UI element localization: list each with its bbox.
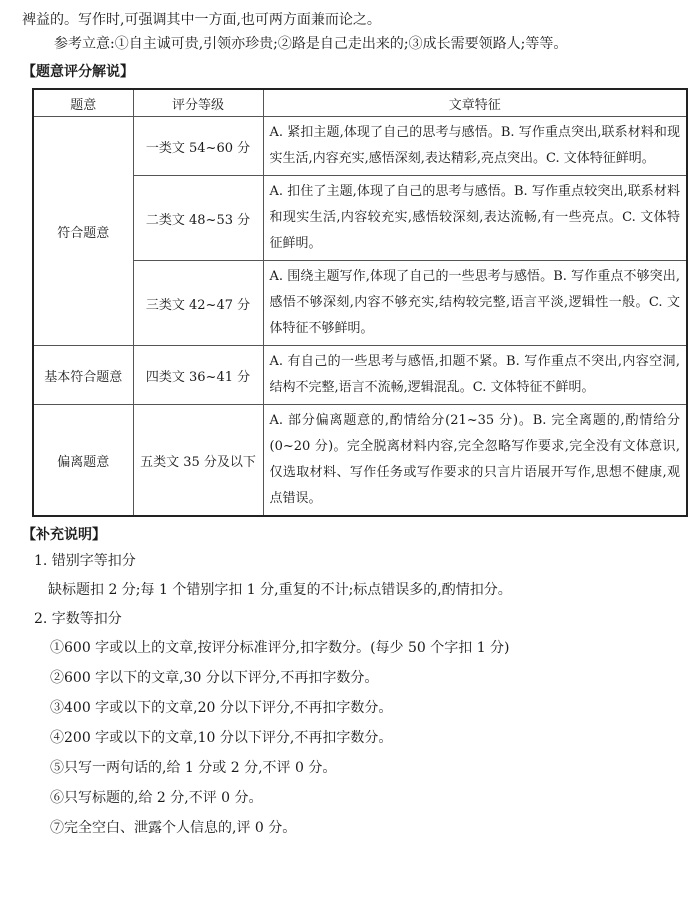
header-features: 文章特征 — [263, 89, 687, 117]
features-cell: A. 紧扣主题,体现了自己的思考与感悟。B. 写作重点突出,联系材料和现实生活,内容充实,感悟深刻,表达精彩,亮点突出。C. 文体特征鲜明。 — [263, 117, 687, 176]
table-row — [33, 405, 687, 517]
grade-cell: 二类文 48~53 分 — [133, 176, 263, 261]
intro-line-1: 裨益的。写作时,可强调其中一方面,也可两方面兼而论之。 — [22, 12, 381, 28]
deduction-typos-text: 缺标题扣 2 分;每 1 个错别字扣 1 分,重复的不计;标点错误多的,酌情扣分。 — [48, 582, 512, 598]
grade-cell: 三类文 42~47 分 — [133, 261, 263, 346]
deduction-wordcount-title: 2. 字数等扣分 — [34, 611, 122, 627]
grade-cell: 五类文 35 分及以下 — [133, 405, 263, 517]
list-item: ⑥只写标题的,给 2 分,不评 0 分。 — [50, 790, 263, 806]
grade-cell: 四类文 36~41 分 — [133, 346, 263, 405]
scoring-table — [32, 88, 688, 517]
grade-cell: 一类文 54~60 分 — [133, 117, 263, 176]
list-item: ②600 字以下的文章,30 分以下评分,不再扣字数分。 — [50, 670, 379, 686]
list-item: ④200 字或以下的文章,10 分以下评分,不再扣字数分。 — [50, 730, 393, 746]
features-cell: A. 围绕主题写作,体现了自己的一些思考与感悟。B. 写作重点不够突出,感悟不够深刻,内容不够充实,结构较完整,语言平淡,逻辑性一般。C. 文体特征不够鲜明。 — [263, 261, 687, 346]
list-item: ⑦完全空白、泄露个人信息的,评 0 分。 — [50, 820, 297, 836]
topic-cell-off-topic: 偏离题意 — [33, 405, 133, 517]
topic-cell-basic: 基本符合题意 — [33, 346, 133, 405]
list-item: ①600 字或以上的文章,按评分标准评分,扣字数分。(每少 50 个字扣 1 分) — [50, 640, 510, 656]
features-cell: A. 扣住了主题,体现了自己的思考与感悟。B. 写作重点较突出,联系材料和现实生活,内容较充实,感悟较深刻,表达流畅,有一些亮点。C. 文体特征鲜明。 — [263, 176, 687, 261]
list-item: ③400 字或以下的文章,20 分以下评分,不再扣字数分。 — [50, 700, 393, 716]
features-cell: A. 部分偏离题意的,酌情给分(21~35 分)。B. 完全离题的,酌情给分(0~20 分)。完全脱离材料内容,完全忽略写作要求,完全没有文体意识,仅选取材料、写作任务或写作要求的只言片语展开写作,思想不健康,观点错误。 — [263, 405, 687, 517]
table-header-row — [33, 89, 687, 117]
reference-ideas: 参考立意:①自主诚可贵,引领亦珍贵;②路是自己走出来的;③成长需要领路人;等等。 — [54, 36, 568, 52]
table-row — [33, 117, 687, 176]
list-item: ⑤只写一两句话的,给 1 分或 2 分,不评 0 分。 — [50, 760, 337, 776]
header-topic: 题意 — [33, 89, 133, 117]
deduction-typos-title: 1. 错别字等扣分 — [34, 553, 136, 569]
features-cell: A. 有自己的一些思考与感悟,扣题不紧。B. 写作重点不突出,内容空洞,结构不完整,语言不流畅,逻辑混乱。C. 文体特征不鲜明。 — [263, 346, 687, 405]
section-title-scoring: 【题意评分解说】 — [22, 64, 134, 80]
section-title-supplement: 【补充说明】 — [22, 527, 106, 543]
header-grade: 评分等级 — [133, 89, 263, 117]
topic-cell-on-topic: 符合题意 — [33, 117, 133, 346]
table-row — [33, 346, 687, 405]
